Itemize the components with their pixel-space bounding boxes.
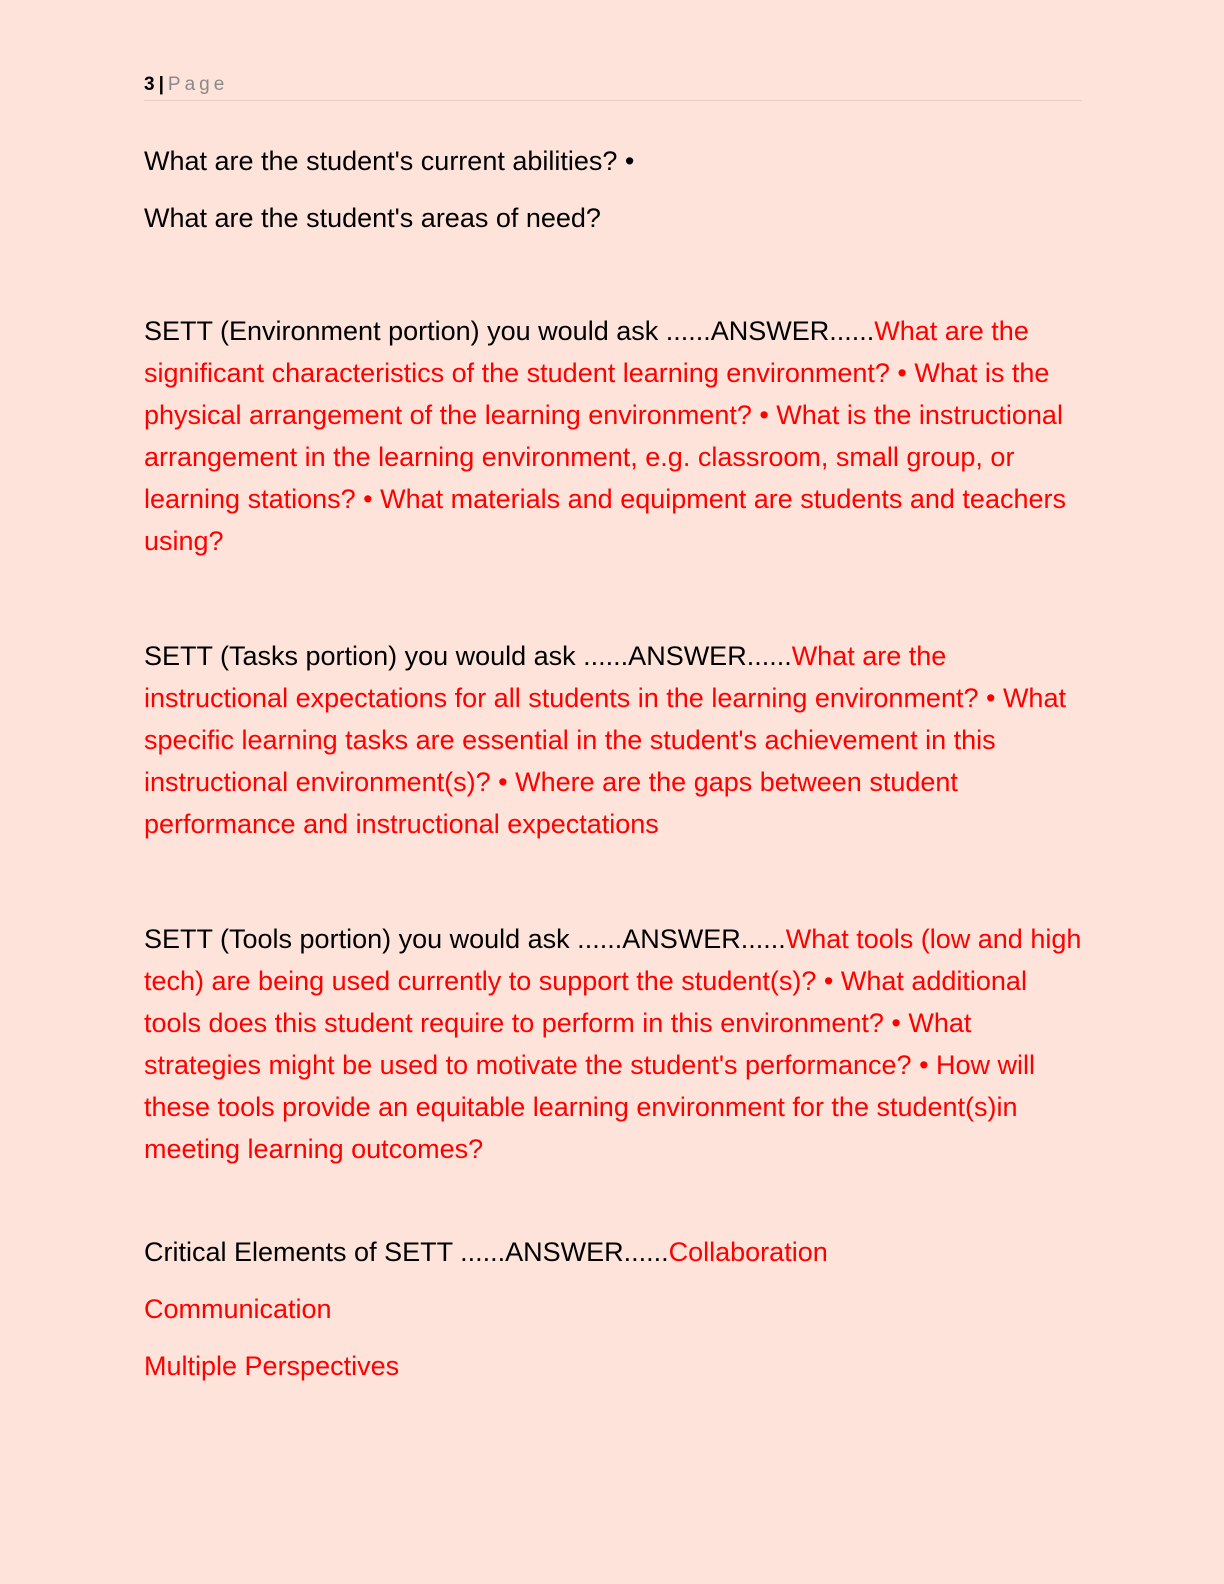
document-body bbox=[144, 140, 1084, 1387]
tools-paragraph bbox=[144, 918, 1084, 1170]
intro-line-needs: What are the student's areas of need? bbox=[144, 203, 601, 233]
critical-paragraph bbox=[144, 1231, 1084, 1273]
critical-answer-communication: Communication bbox=[144, 1294, 332, 1324]
critical-answer-multiple-perspectives: Multiple Perspectives bbox=[144, 1351, 400, 1381]
tasks-answer: What are the instructional expectations for all students in the learning environment? • What specific learning tasks are essential in the student's achievement in this instructional environment(s)? • Where are the gaps between student performance and instructional expectations bbox=[144, 641, 1066, 839]
environment-paragraph bbox=[144, 310, 1084, 562]
environment-question: SETT (Environment portion) you would ask ......ANSWER...... bbox=[144, 316, 875, 346]
page-number: 3 bbox=[144, 74, 155, 95]
tools-answer: What tools (low and high tech) are being used currently to support the student(s)? • What additional tools does this student require to perform in this environment? • What strategies might be used to motivate the student's performance? • How will these tools provide an equitable learning environment for the student(s)in meeting learning outcomes? bbox=[144, 924, 1082, 1164]
header-separator: | bbox=[158, 74, 164, 95]
tools-question: SETT (Tools portion) you would ask ......ANSWER...... bbox=[144, 924, 786, 954]
page-header bbox=[144, 72, 1082, 101]
environment-answer: What are the significant characteristics of the student learning environment? • What is the physical arrangement of the learning environment? • What is the instructional arrangement in the learning environment, e.g. classroom, small group, or learning stations? • What materials and equipment are students and teachers using? bbox=[144, 316, 1066, 556]
critical-question: Critical Elements of SETT ......ANSWER...... bbox=[144, 1237, 669, 1267]
intro-line-abilities: What are the student's current abilities? • bbox=[144, 146, 635, 176]
tasks-paragraph bbox=[144, 635, 1084, 845]
page-word: Page bbox=[167, 74, 229, 95]
critical-answer-collaboration: Collaboration bbox=[668, 1237, 828, 1267]
tasks-question: SETT (Tasks portion) you would ask ......ANSWER...... bbox=[144, 641, 792, 671]
